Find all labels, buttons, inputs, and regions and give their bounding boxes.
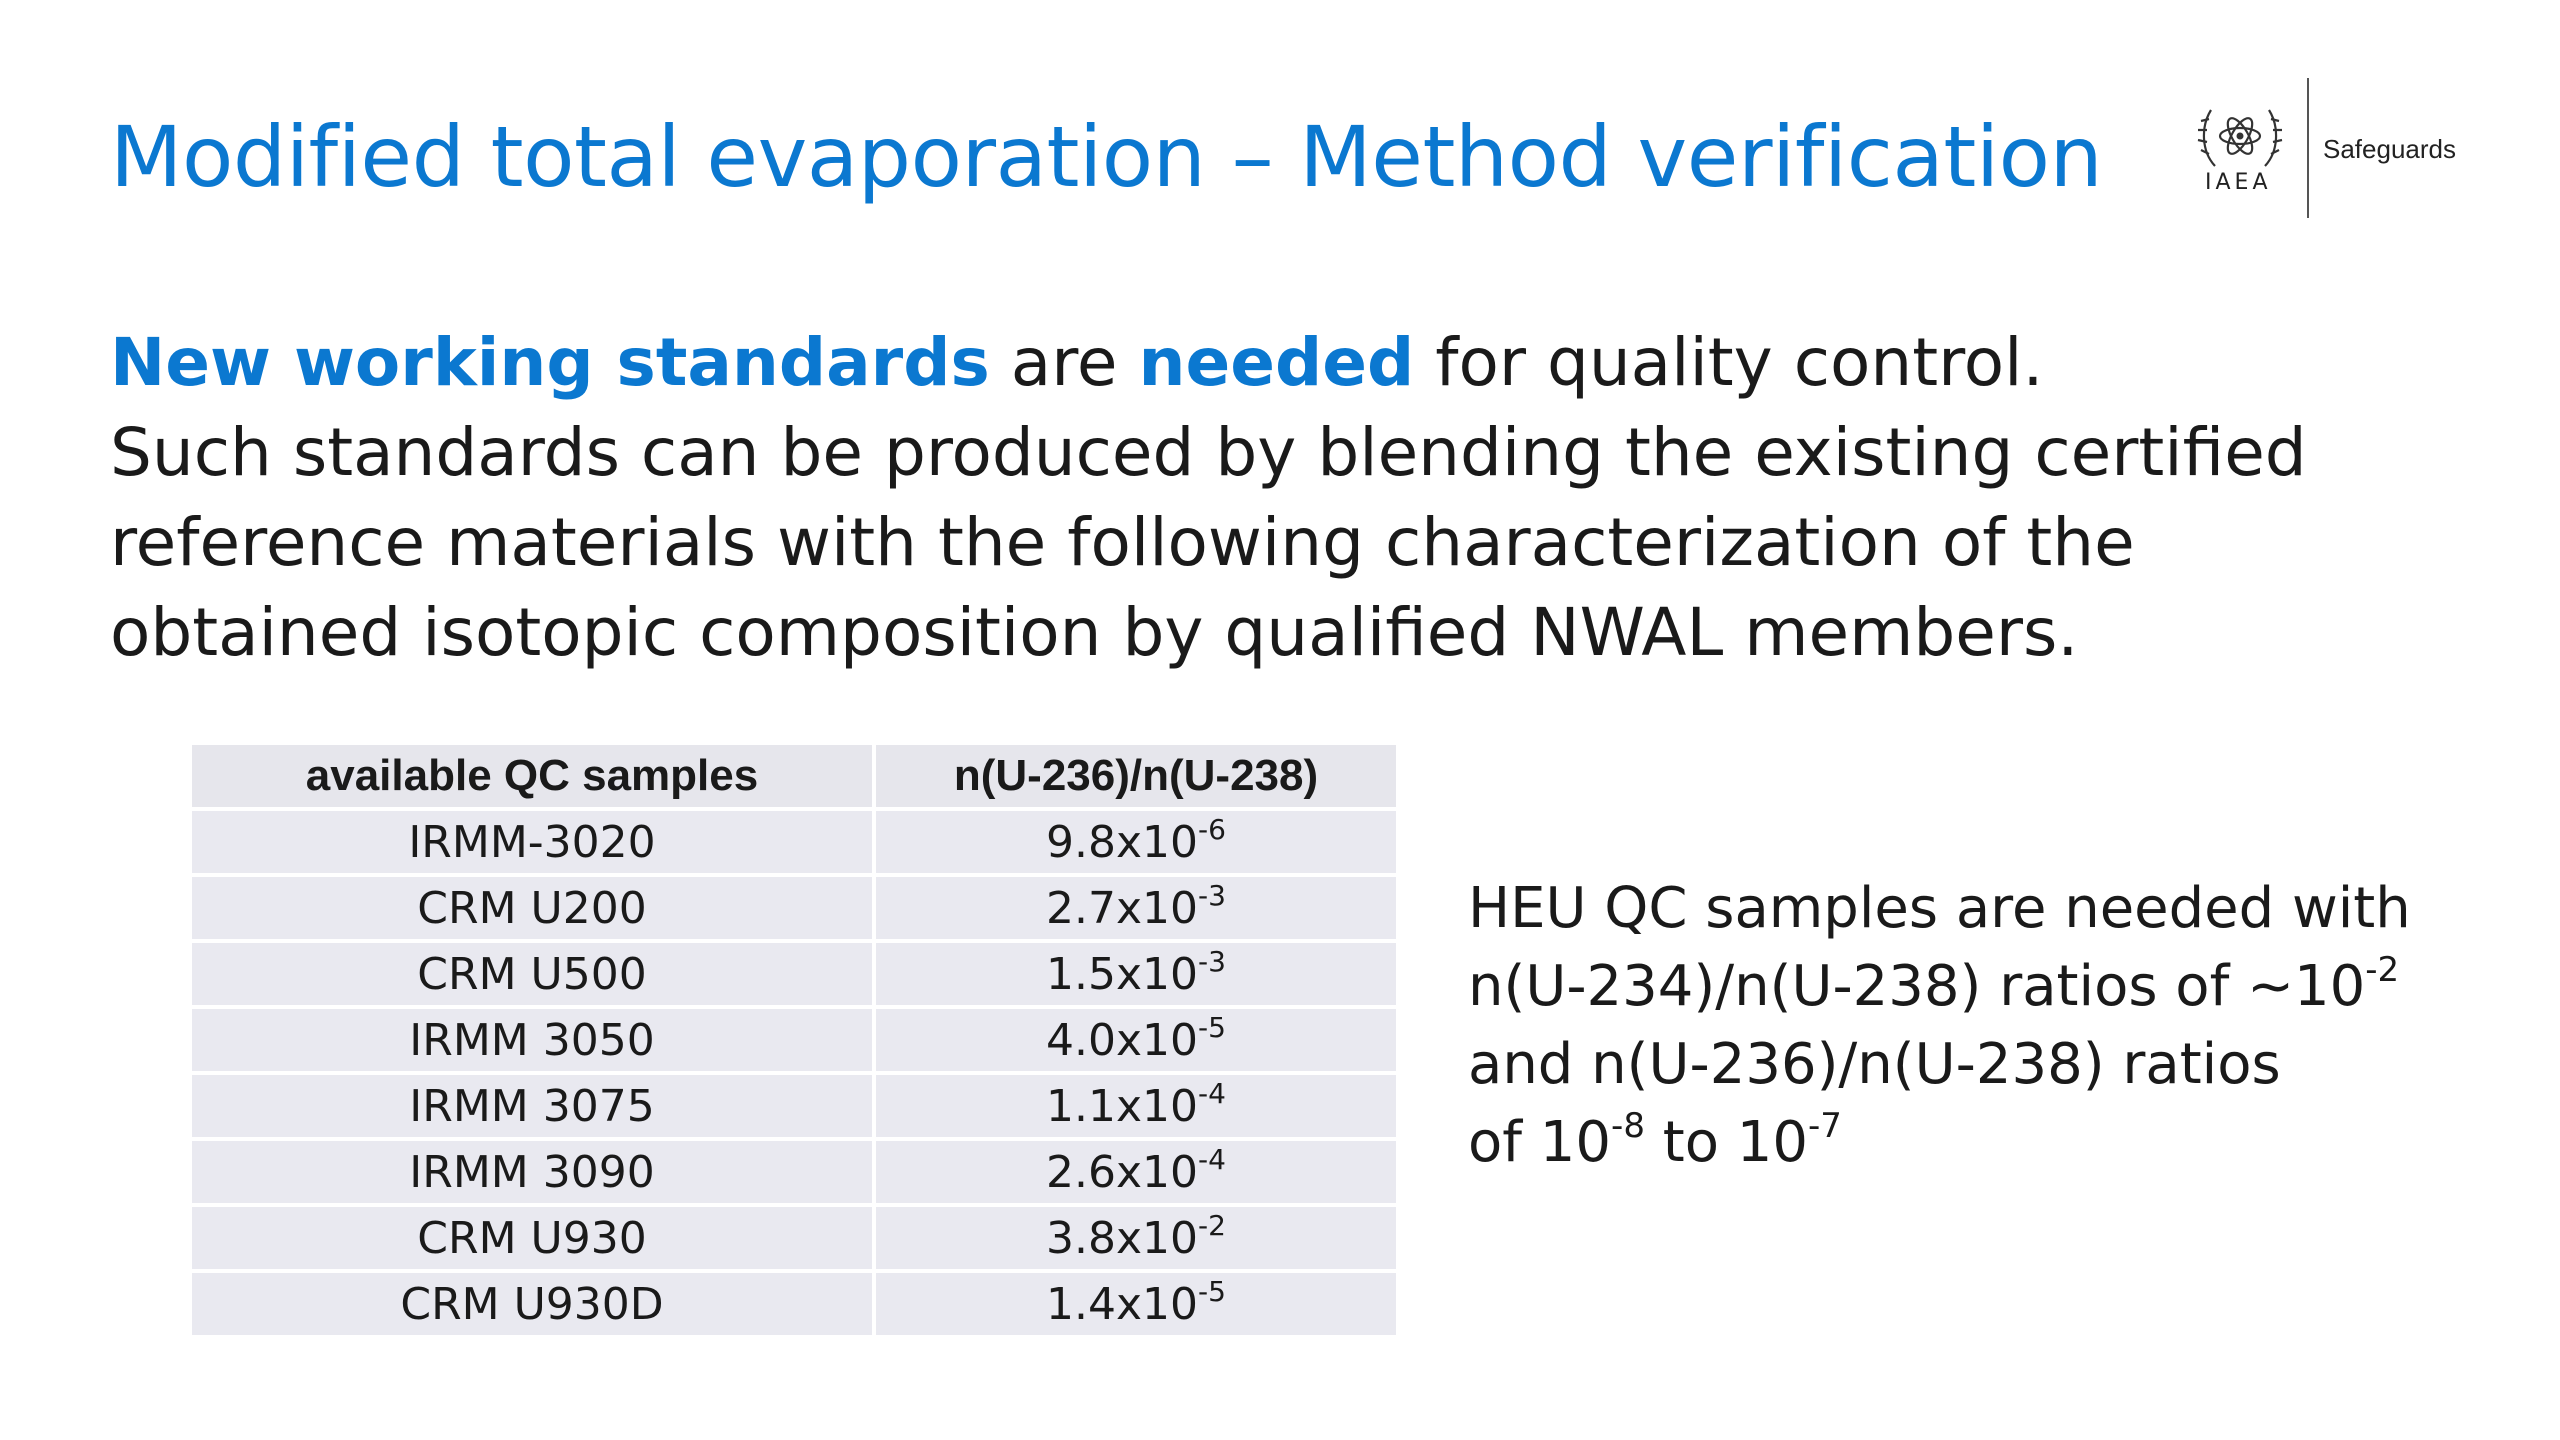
highlight-needed: needed bbox=[1138, 324, 1415, 401]
ratio-mantissa: 3.8x10 bbox=[1046, 1212, 1199, 1264]
intro-text bbox=[110, 318, 2490, 678]
table-header-row bbox=[192, 745, 1396, 807]
ratio-exponent: -4 bbox=[1198, 1076, 1226, 1110]
sample-name: CRM U930D bbox=[192, 1273, 876, 1335]
ratio-value bbox=[876, 1075, 1396, 1137]
table-row bbox=[192, 1273, 1396, 1335]
sample-name: IRMM 3075 bbox=[192, 1075, 876, 1137]
table-row bbox=[192, 877, 1396, 939]
table-row bbox=[192, 943, 1396, 1005]
sample-name: IRMM 3050 bbox=[192, 1009, 876, 1071]
note-line-4 bbox=[1468, 1104, 2411, 1182]
intro-line-2: Such standards can be produced by blending the existing certified bbox=[110, 414, 2307, 491]
iaea-emblem-icon bbox=[2195, 96, 2285, 176]
note-line-4-text-b: to 10 bbox=[1644, 1110, 1809, 1175]
intro-line-1 bbox=[110, 318, 2490, 408]
note-line-2-exponent: -2 bbox=[2365, 950, 2400, 990]
ratio-value bbox=[876, 811, 1396, 873]
ratio-mantissa: 1.4x10 bbox=[1046, 1278, 1199, 1330]
note-line-3: and n(U-236)/n(U-238) ratios bbox=[1468, 1032, 2281, 1097]
header-samples: available QC samples bbox=[192, 745, 876, 807]
ratio-mantissa: 1.1x10 bbox=[1046, 1080, 1199, 1132]
highlight-working-standards: New working standards bbox=[110, 324, 990, 401]
ratio-value bbox=[876, 1207, 1396, 1269]
department-label: Safeguards bbox=[2323, 134, 2456, 164]
intro-line-4: obtained isotopic composition by qualified NWAL members. bbox=[110, 594, 2079, 671]
ratio-value bbox=[876, 877, 1396, 939]
ratio-exponent: -3 bbox=[1198, 878, 1226, 912]
ratio-mantissa: 9.8x10 bbox=[1046, 816, 1199, 868]
intro-text-quality: for quality control. bbox=[1414, 324, 2044, 401]
iaea-safeguards-logo bbox=[2195, 78, 2495, 218]
sample-name: IRMM 3090 bbox=[192, 1141, 876, 1203]
header-ratio: n(U-236)/n(U-238) bbox=[876, 745, 1396, 807]
ratio-value bbox=[876, 943, 1396, 1005]
logo-divider bbox=[2307, 78, 2309, 218]
ratio-exponent: -5 bbox=[1198, 1010, 1226, 1044]
note-line-4-exponent-2: -7 bbox=[1808, 1106, 1842, 1146]
ratio-exponent: -6 bbox=[1198, 812, 1226, 846]
heu-note bbox=[1468, 870, 2411, 1182]
ratio-mantissa: 2.6x10 bbox=[1046, 1146, 1199, 1198]
table-row bbox=[192, 811, 1396, 873]
sample-name: CRM U200 bbox=[192, 877, 876, 939]
table-row bbox=[192, 1075, 1396, 1137]
ratio-exponent: -4 bbox=[1198, 1142, 1226, 1176]
note-line-4-exponent-1: -8 bbox=[1611, 1106, 1645, 1146]
intro-text-are: are bbox=[989, 324, 1139, 401]
sample-name: CRM U930 bbox=[192, 1207, 876, 1269]
ratio-value bbox=[876, 1009, 1396, 1071]
ratio-mantissa: 2.7x10 bbox=[1046, 882, 1199, 934]
sample-name: CRM U500 bbox=[192, 943, 876, 1005]
note-line-1: HEU QC samples are needed with bbox=[1468, 876, 2411, 941]
iaea-label: IAEA bbox=[2205, 170, 2272, 195]
ratio-value bbox=[876, 1273, 1396, 1335]
table-row bbox=[192, 1207, 1396, 1269]
ratio-exponent: -2 bbox=[1198, 1208, 1226, 1242]
note-line-2-text: n(U-234)/n(U-238) ratios of ~10 bbox=[1468, 954, 2366, 1019]
table-row bbox=[192, 1141, 1396, 1203]
note-line-4-text-a: of 10 bbox=[1468, 1110, 1612, 1175]
ratio-mantissa: 1.5x10 bbox=[1046, 948, 1199, 1000]
ratio-value bbox=[876, 1141, 1396, 1203]
ratio-exponent: -3 bbox=[1198, 944, 1226, 978]
note-line-2 bbox=[1468, 948, 2411, 1026]
qc-samples-table bbox=[192, 741, 1396, 1339]
ratio-exponent: -5 bbox=[1198, 1274, 1226, 1308]
table-row bbox=[192, 1009, 1396, 1071]
slide-title: Modified total evaporation – Method verification bbox=[110, 108, 2103, 206]
ratio-mantissa: 4.0x10 bbox=[1046, 1014, 1199, 1066]
intro-line-3: reference materials with the following characterization of the bbox=[110, 504, 2135, 581]
sample-name: IRMM-3020 bbox=[192, 811, 876, 873]
